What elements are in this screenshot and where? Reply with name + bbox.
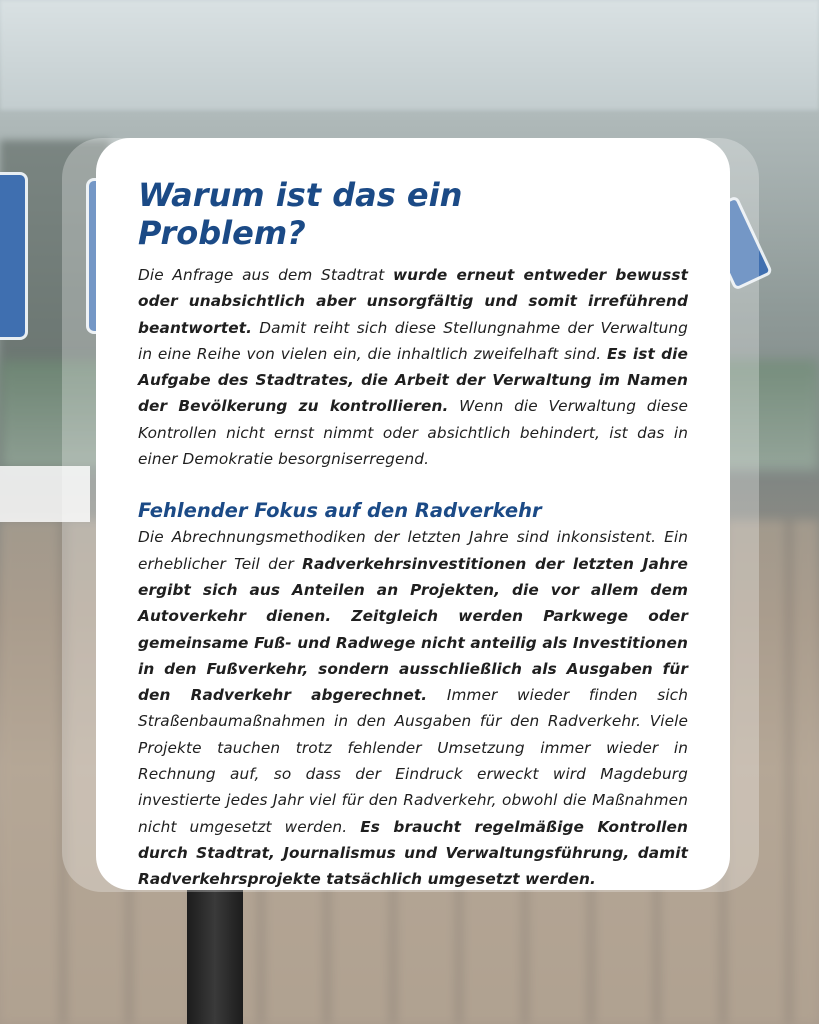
section-1-paragraph xyxy=(138,262,688,472)
emphasized-text: wurde erneut entweder bewusst oder unabsichtlich aber unsorgfältig und somit irreführend beantwortet. xyxy=(138,266,688,337)
body-text: Die Abrechnungsmethodiken der letzten Jahre sind inkonsistent. Ein erheblicher Teil der xyxy=(138,528,688,573)
background-sky-band xyxy=(0,0,819,110)
info-card xyxy=(96,138,730,890)
body-text: Wenn die Verwaltung diese Kontrollen nicht ernst nimmt oder absichtlich behindert, ist das in einer Demokratie besorgniserregend. xyxy=(138,397,688,469)
emphasized-text: Radverkehrsinvestitionen der letzten Jahre ergibt sich aus Anteilen an Projekten, die vor allem dem Autoverkehr dienen. Zeitgleich werden Parkwege oder gemeinsame Fuß- und Radwege nicht anteilig als Investitionen in den Fußverkehr, sondern ausschließlich als Ausgaben für den Radverkehr abgerechnet. xyxy=(138,554,688,705)
section-2-heading: Fehlender Fokus auf den Radverkehr xyxy=(138,499,542,523)
emphasized-text: Es braucht regelmäßige Kontrollen durch Stadtrat, Journalismus und Verwaltungsführung, damit Radverkehrsprojekte tatsächlich umgesetzt werden. xyxy=(138,817,688,889)
sign-pole xyxy=(187,880,243,1024)
body-text: Die Anfrage aus dem Stadtrat xyxy=(138,266,393,284)
body-text: Immer wieder finden sich Straßenbaumaßnahmen in den Ausgaben für den Radverkehr. Viele Projekte tauchen trotz fehlender Umsetzung immer wieder in Rechnung auf, so dass der Eindruck erweckt wird Magdeburg investierte jedes Jahr viel für den Radverkehr, obwohl die Maßnahmen nicht umgesetzt werden. xyxy=(138,686,688,836)
section-2-paragraph xyxy=(138,524,688,892)
body-text: Damit reiht sich diese Stellungnahme der Verwaltung in eine Reihe von vielen ein, die inhaltlich zweifelhaft sind. xyxy=(138,318,688,363)
emphasized-text: Es ist die Aufgabe des Stadtrates, die Arbeit der Verwaltung im Namen der Bevölkerung zu kontrollieren. xyxy=(138,344,688,416)
blue-traffic-sign-left xyxy=(0,172,28,340)
card-title: Warum ist das ein Problem? xyxy=(138,176,463,252)
